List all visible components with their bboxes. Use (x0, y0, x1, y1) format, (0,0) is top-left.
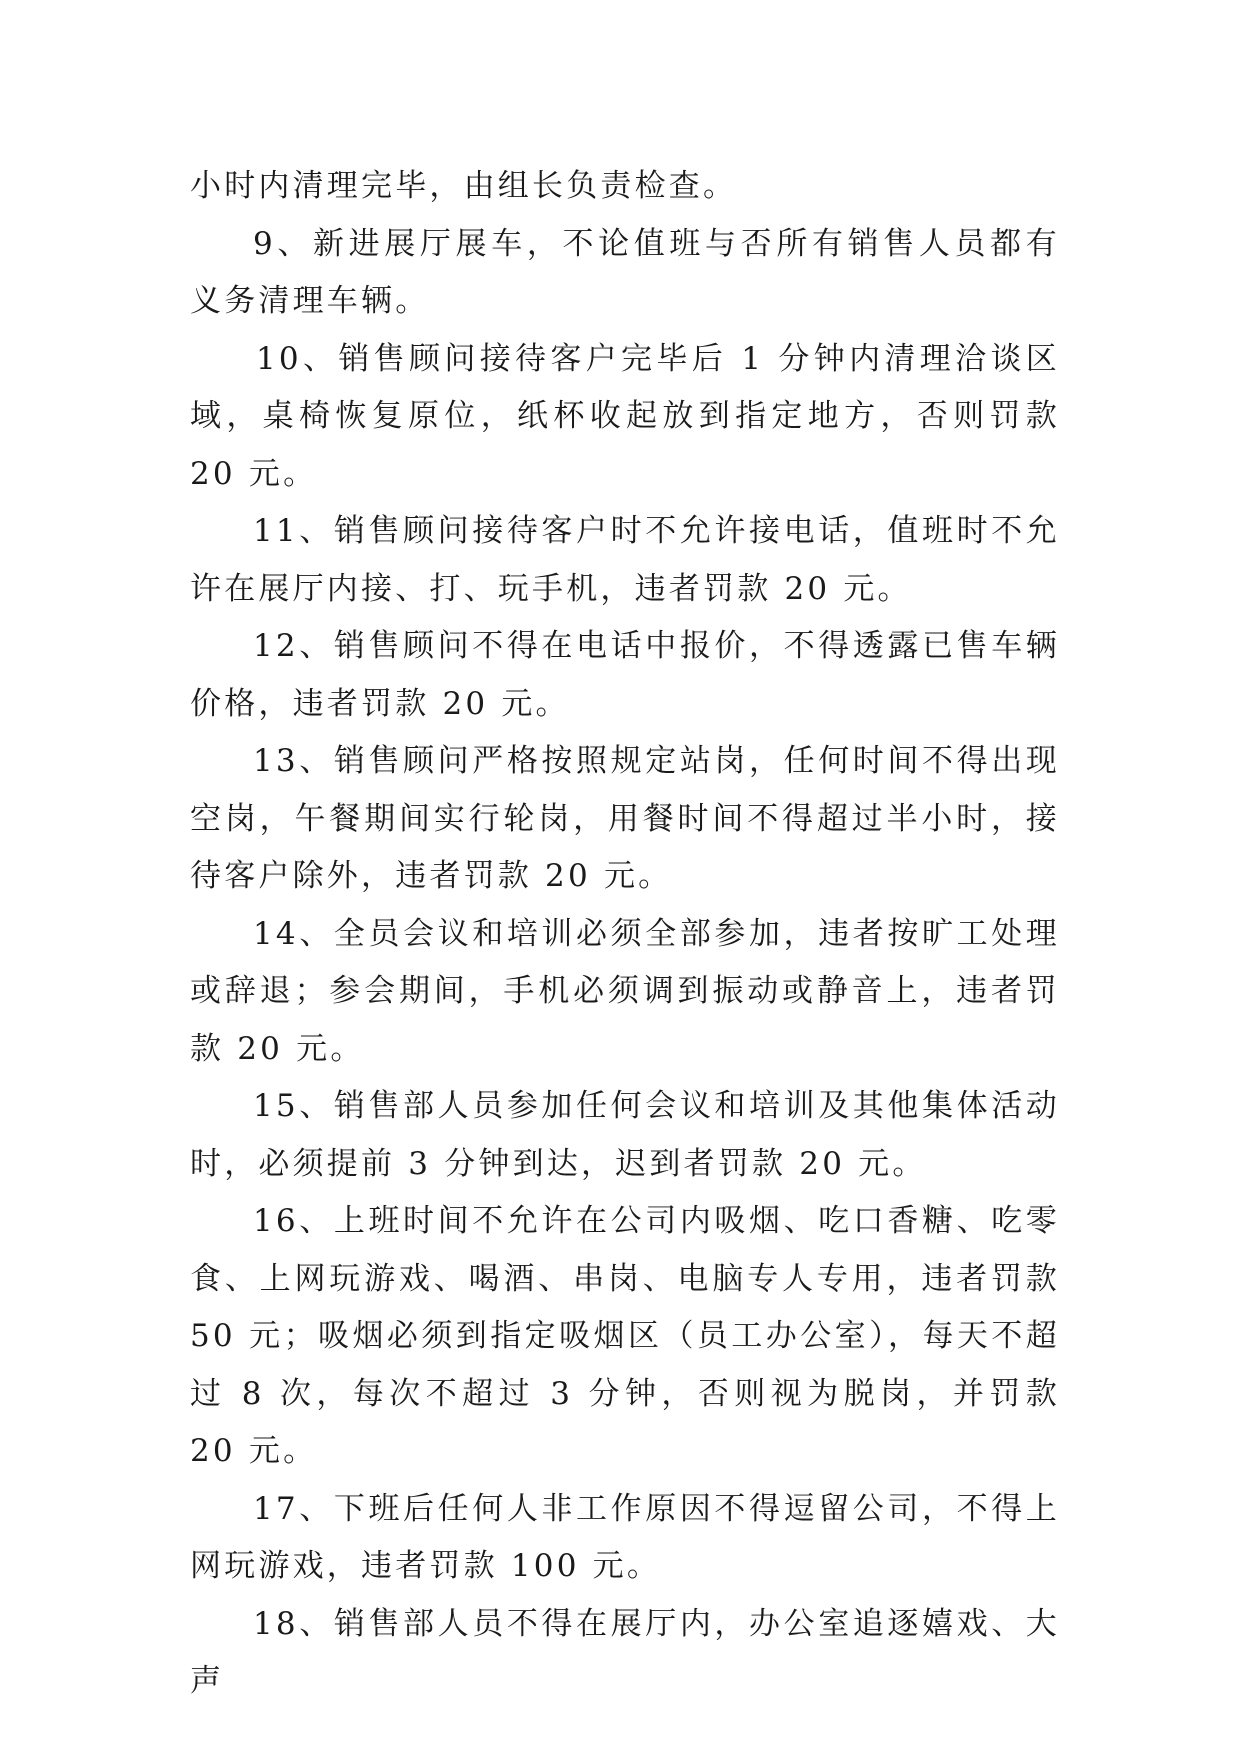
rule-18: 18、销售部人员不得在展厅内，办公室追逐嬉戏、大声 (190, 1605, 1060, 1699)
rule-16: 16、上班时间不允许在公司内吸烟、吃口香糖、吃零食、上网玩游戏、喝酒、串岗、电脑专人专用，违者罚款 50 元；吸烟必须到指定吸烟区（员工办公室），每天不超过 8 次，每次不超过 3 分钟，否则视为脱岗，并罚款 20 元。 (190, 1203, 1060, 1469)
paragraph-continuation: 小时内清理完毕，由组长负责检查。 (190, 168, 738, 204)
rule-14: 14、全员会议和培训必须全部参加，违者按旷工处理或辞退；参会期间，手机必须调到振动或静音上，违者罚款 20 元。 (190, 915, 1060, 1067)
rule-17: 17、下班后任何人非工作原因不得逗留公司，不得上网玩游戏，违者罚款 100 元。 (190, 1490, 1060, 1584)
document-body (190, 158, 1060, 1711)
rule-12: 12、销售顾问不得在电话中报价，不得透露已售车辆价格，违者罚款 20 元。 (190, 628, 1060, 722)
rule-9: 9、新进展厅展车，不论值班与否所有销售人员都有义务清理车辆。 (190, 225, 1060, 319)
rule-10: 10、销售顾问接待客户完毕后 1 分钟内清理洽谈区域，桌椅恢复原位，纸杯收起放到指定地方，否则罚款 20 元。 (190, 340, 1060, 492)
rule-15: 15、销售部人员参加任何会议和培训及其他集体活动时，必须提前 3 分钟到达，迟到者罚款 20 元。 (190, 1088, 1060, 1182)
rule-11: 11、销售顾问接待客户时不允许接电话，值班时不允许在展厅内接、打、玩手机，违者罚款 20 元。 (190, 513, 1060, 607)
rule-13: 13、销售顾问严格按照规定站岗，任何时间不得出现空岗，午餐期间实行轮岗，用餐时间不得超过半小时，接待客户除外，违者罚款 20 元。 (190, 743, 1060, 894)
